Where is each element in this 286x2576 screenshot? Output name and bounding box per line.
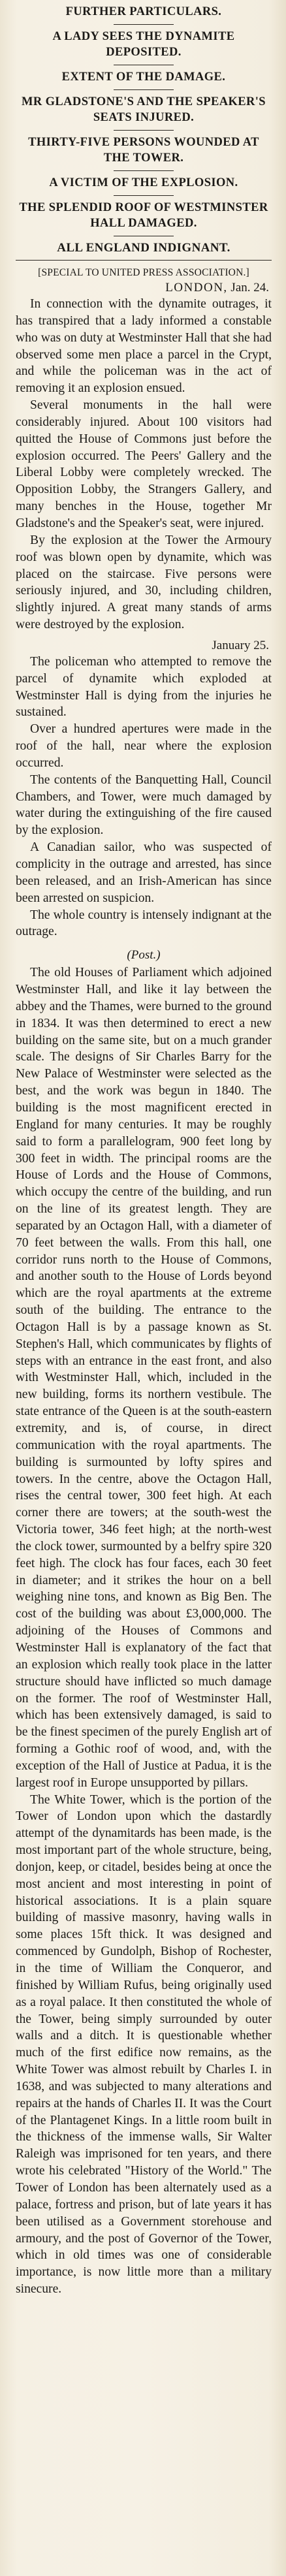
paragraph: A Canadian sailor, who was suspected of complicity in the outrage and arrested, has since been released, and an Irish-American has since been arrested on suspicion. [16, 840, 272, 905]
divider-rule [114, 24, 174, 25]
dateline [16, 279, 272, 296]
date-heading: January 25. [212, 638, 269, 652]
divider-rule [114, 170, 174, 171]
post-label: (Post.) [127, 948, 161, 962]
divider-rule [114, 195, 174, 196]
headline-victim: A VICTIM OF THE EXPLOSION. [49, 176, 238, 189]
headline-lady-sees-dynamite: A LADY SEES THE DYNAMITE DEPOSITED. [52, 30, 235, 59]
dateline-date: Jan. 24. [230, 281, 269, 294]
headline-persons-wounded: THIRTY-FIVE PERSONS WOUNDED AT THE TOWER. [28, 136, 259, 165]
headline-england-indignant: ALL ENGLAND INDIGNANT. [57, 241, 230, 255]
headline-seats-injured: MR GLADSTONE'S AND THE SPEAKER'S SEATS INJURED. [22, 95, 266, 124]
paragraph: The old Houses of Parliament which adjoined Westminster Hall, and like it lay between the abbey and the Thames, were burned to the ground in 1834. It was then determined to erect a new building on the same site, but on a much grander scale. The designs of Sir Charles Barry for the New Palace of Westminster were selected as the best, and the work was begun in 1840. The building is the most magnificent erected in England for many centuries. It may be roughly said to form a parallelogram, 900 feet long by 300 feet in width. The principal rooms are the House of Lords and the House of Commons, which occupy the centre of the building, and run on the line of its greatest length. They are separated by an Octagon Hall, with a diameter of 70 feet between the walls. From this hall, one corridor runs north to the House of Commons, and another south to the House of Lords beyond which are the royal apartments at the extreme south of the building. The entrance to the Octagon Hall is by a passage known as St. Stephen's Hall, which communicates by flights of steps with an entrance in the east front, and also with Westminster Hall, which, included in the new building, forms its northern vestibule. The state entrance of the Queen is at the south-eastern extremity, and is, of course, in direct communication with the royal apartments. The building is surmounted by lofty spires and towers. In the centre, above the Octagon Hall, rises the central tower, 300 feet high. At each corner there are towers; at the south-west the Victoria tower, 346 feet high; at the north-west the clock tower, surmounted by a belfry spire 320 feet high. The clock has four faces, each 30 feet in diameter; and it strikes the hour on a bell weighing nine tons, and known as Big Ben. The cost of the building was about £3,000,000. The adjoining of the Houses of Commons and Westminster Hall is explanatory of the fact that an explosion which really took place in the latter structure should have inflicted so much damage on the former. The roof of Westminster Hall, which has been extensively damaged, is said to be the finest specimen of the purely English art of forming a Gothic roof of wood, and, with the exception of the Hall of Justice at Padua, it is the largest roof in Europe unsupported by pillars. [16, 966, 272, 1790]
paragraph: The contents of the Banquetting Hall, Council Chambers, and Tower, were much damaged by water during the extinguishing of the fire caused by the explosion. [16, 772, 272, 838]
paragraph: By the explosion at the Tower the Armoury roof was blown open by dynamite, which was placed on the staircase. Five persons were seriously injured, and 30, including children, slightly injured. A great many stands of arms were destroyed by the explosion. [16, 533, 272, 632]
headline-roof-damaged: THE SPLENDID ROOF OF WESTMINSTER HALL DAMAGED. [19, 201, 268, 230]
paragraph: The policeman who attempted to remove the parcel of dynamite which exploded at Westminster Hall is dying from the injuries he sustained. [16, 654, 272, 720]
paragraph: In connection with the dynamite outrages, it has transpired that a lady informed a constable who was on duty at Westminster Hall that she had observed some men place a parcel in the Crypt, and while the policeman was in the act of removing it an explosion ensued. [16, 297, 272, 396]
headline-extent-of-damage: EXTENT OF THE DAMAGE. [61, 71, 226, 84]
divider-rule [114, 130, 174, 131]
paragraph: Over a hundred apertures were made in the roof of the hall, near where the explosion occurred. [16, 722, 272, 770]
press-credit: [SPECIAL TO UNITED PRESS ASSOCIATION.] [38, 267, 249, 278]
paragraph: The White Tower, which is the portion of the Tower of London upon which the dastardly attempt of the dynamitards has been made, is the most important part of the whole structure, being, donjon, keep, or citadel, besides being at once the most ancient and most interesting in point of historical associations. It is a plain square building of massive masonry, having walls in some places 15ft thick. It was designed and commenced by Gundolph, Bishop of Rochester, in the time of William the Conqueror, and finished by William Rufus, being originally used as a royal palace. It then constituted the whole of the Tower, being simply surrounded by outer walls and a ditch. It is questionable whether much of the first edifice now remains, as the White Tower was almost rebuilt by Charles I. in 1638, and was subjected to many alterations and repairs at the hands of Charles II. It was the Court of the Plantagenet Kings. In a little room built in the thickness of the immense walls, Sir Walter Raleigh was imprisoned for ten years, and there wrote his celebrated "History of the World." The Tower of London has been alternately used as a palace, fortress and prison, but of late years it has been utilised as a Government storehouse and armoury, and the post of Governor of the Tower, which in old times was one of considerable importance, is now little more than a military sinecure. [16, 1792, 272, 2297]
headline-further-particulars: FURTHER PARTICULARS. [65, 5, 222, 18]
paragraph: Several monuments in the hall were considerably injured. About 100 visitors had quitted the House of Commons just before the explosion occurred. The Peers' Gallery and the Liberal Lobby were completely wrecked. The Opposition Lobby, the Strangers Gallery, and many benches in the House, together Mr Gladstone's and the Speaker's seat, were injured. [16, 398, 272, 530]
dateline-city: LONDON, [165, 281, 228, 294]
paragraph: The whole country is intensely indignant at the outrage. [16, 908, 272, 939]
divider-rule [114, 89, 174, 90]
divider-rule-long [16, 260, 272, 261]
